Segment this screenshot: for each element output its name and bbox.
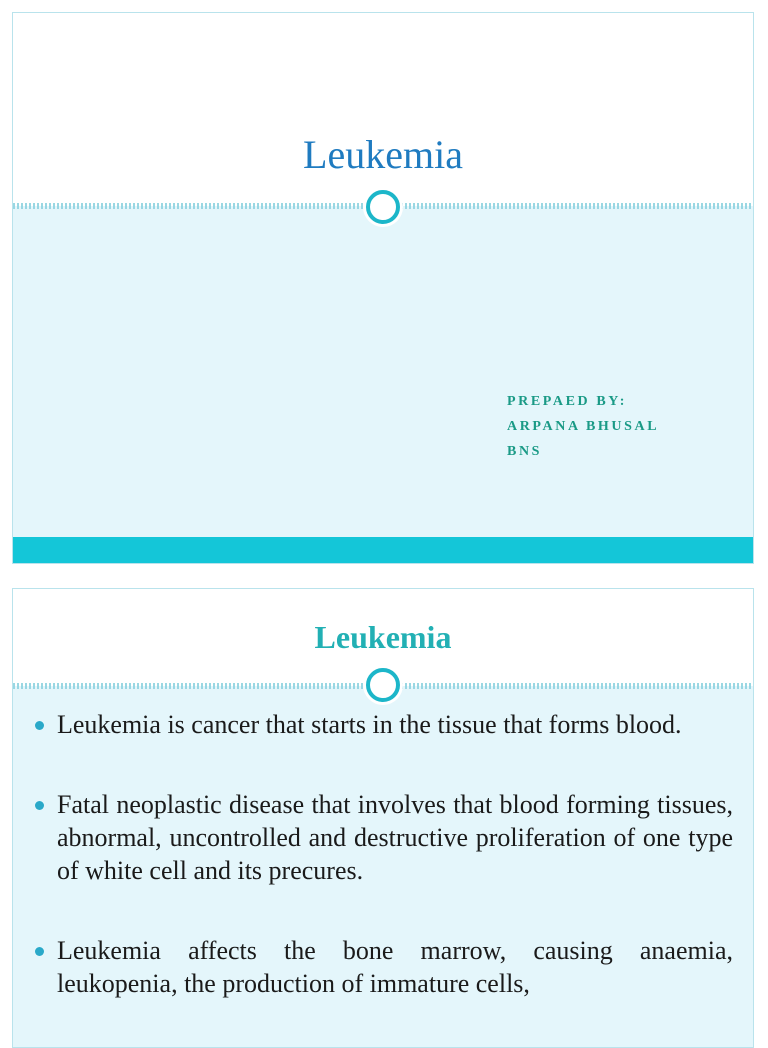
content-slide [12, 588, 754, 1048]
slide-title: Leukemia [314, 619, 452, 655]
bullet-dot-icon [35, 801, 44, 810]
byline [507, 389, 659, 464]
bullet-item [33, 934, 733, 1000]
author-program: BNS [507, 444, 543, 459]
byline-label: PREPAED BY: [507, 394, 627, 409]
bullet-text: Fatal neoplastic disease that involves that blood forming tissues, abnormal, uncontrolled and destructive proliferation of one type of white cell and its precures. [57, 790, 733, 885]
bullet-list [33, 708, 733, 1047]
bullet-item [33, 708, 733, 741]
bullet-text: Leukemia is cancer that starts in the tissue that forms blood. [57, 710, 682, 739]
bullet-item [33, 788, 733, 887]
author-name: ARPANA BHUSAL [507, 419, 660, 434]
ring-ornament-icon [366, 190, 400, 224]
ring-ornament-icon [366, 668, 400, 702]
bullet-dot-icon [35, 947, 44, 956]
bullet-text: Leukemia affects the bone marrow, causing anaemia, leukopenia, the production of immature cells, [57, 936, 733, 998]
bottom-accent-bar [13, 537, 753, 563]
slide-title: Leukemia [303, 132, 463, 177]
bullet-dot-icon [35, 721, 44, 730]
title-slide [12, 12, 754, 564]
